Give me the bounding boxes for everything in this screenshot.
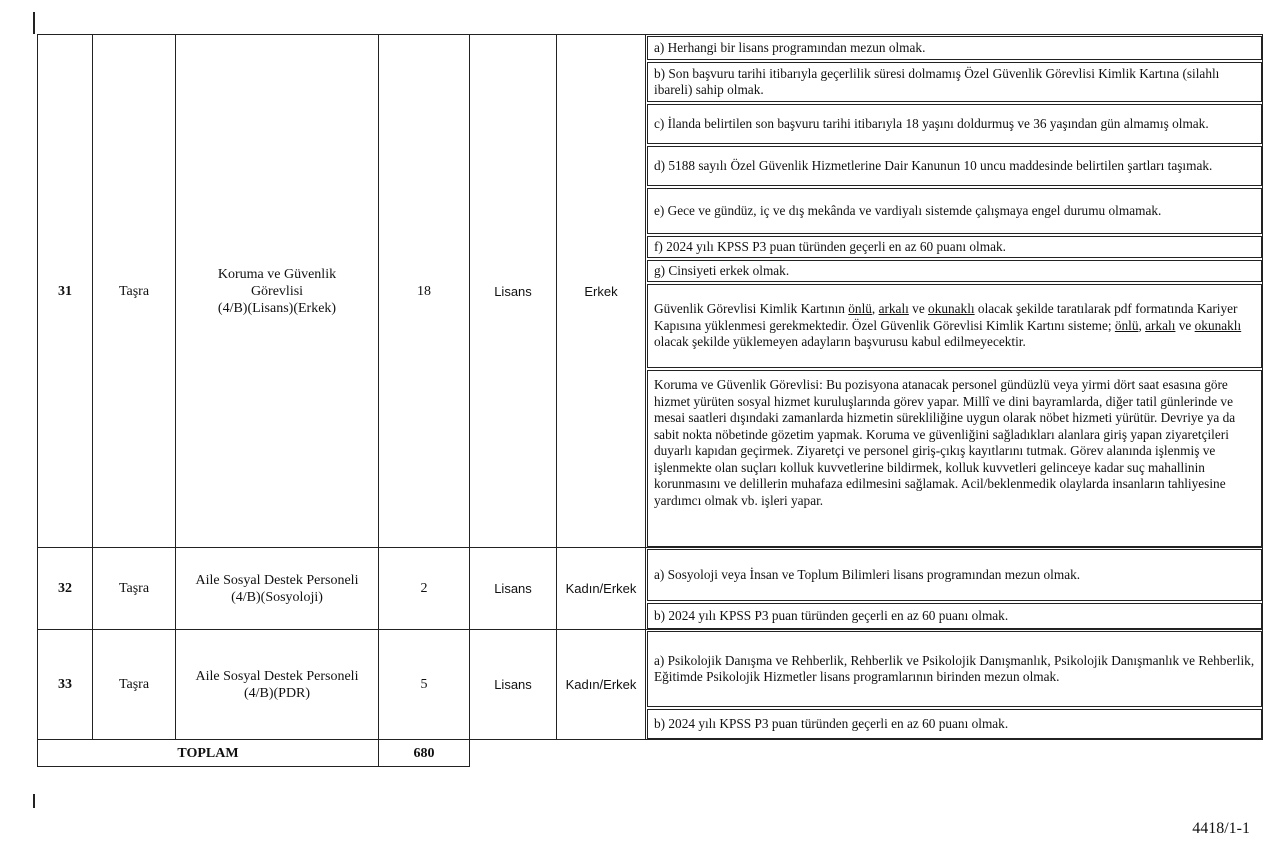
row-position <box>176 548 379 630</box>
requirement-item: a) Herhangi bir lisans programından mezun olmak. <box>647 36 1262 60</box>
requirement-item: b) 2024 yılı KPSS P3 puan türünden geçerli en az 60 puanı olmak. <box>647 709 1262 739</box>
table-row <box>38 630 1263 740</box>
position-line: (4/B)(PDR) <box>243 685 311 701</box>
requirement-item: a) Psikolojik Danışma ve Rehberlik, Rehberlik ve Psikolojik Danışmanlık, Psikolojik Danışmanlık ve Rehberlik, Eğitimde Psikolojik Hizmetler lisans programlarının birinden mezun olmak. <box>647 631 1262 707</box>
row-education: Lisans <box>470 548 557 630</box>
card-upload-note <box>647 284 1262 368</box>
row-number: 31 <box>38 35 93 548</box>
note-text: olacak şekilde yüklemeyen adayların başvurusu kabul edilmeyecektir. <box>654 334 1026 350</box>
row-education: Lisans <box>470 35 557 548</box>
row-position <box>176 35 379 548</box>
row-position <box>176 630 379 740</box>
page-left-rule-bottom <box>33 794 35 808</box>
requirement-item: b) Son başvuru tarihi itibarıyla geçerlilik süresi dolmamış Özel Güvenlik Görevlisi Kimlik Kartına (silahlı ibareli) sahip olmak. <box>647 62 1262 102</box>
position-line: (4/B)(Sosyoloji) <box>231 589 323 605</box>
position-line: Görevlisi <box>250 283 304 299</box>
note-underline: okunaklı <box>928 301 975 317</box>
total-row <box>38 740 1263 767</box>
position-line: Aile Sosyal Destek Personeli <box>195 668 359 684</box>
position-line: (4/B)(Lisans)(Erkek) <box>217 300 337 316</box>
requirement-item: g) Cinsiyeti erkek olmak. <box>647 260 1262 282</box>
row-number: 32 <box>38 548 93 630</box>
total-value: 680 <box>379 740 470 767</box>
note-text: olacak şekilde taratılarak pdf formatında Kariyer Kapısına yüklenmesi gerekmektedir. Özel Güvenlik Görevlisi Kimlik Kartını sisteme; <box>654 301 1238 333</box>
total-label: TOPLAM <box>38 740 379 767</box>
table-row <box>38 548 1263 630</box>
row-count: 5 <box>379 630 470 740</box>
row-count: 18 <box>379 35 470 548</box>
row-gender: Kadın/Erkek <box>557 630 646 740</box>
requirement-item: b) 2024 yılı KPSS P3 puan türünden geçerli en az 60 puanı olmak. <box>647 603 1262 629</box>
note-underline: arkalı <box>878 301 909 317</box>
requirement-item: d) 5188 sayılı Özel Güvenlik Hizmetlerine Dair Kanunun 10 uncu maddesinde belirtilen şartları taşımak. <box>647 146 1262 186</box>
note-text: ve <box>1175 317 1195 333</box>
row-location: Taşra <box>93 35 176 548</box>
page-left-rule-top <box>33 12 35 34</box>
note-text: Güvenlik Görevlisi Kimlik Kartının <box>654 301 849 317</box>
row-requirements <box>646 35 1263 548</box>
position-line: Koruma ve Güvenlik <box>217 266 337 282</box>
row-education: Lisans <box>470 630 557 740</box>
note-underline: okunaklı <box>1194 317 1242 333</box>
note-text: , <box>1138 317 1146 333</box>
row-gender: Erkek <box>557 35 646 548</box>
empty-cell <box>470 740 1263 767</box>
row-gender: Kadın/Erkek <box>557 548 646 630</box>
requirement-item: c) İlanda belirtilen son başvuru tarihi itibarıyla 18 yaşını doldurmuş ve 36 yaşından gün almamış olmak. <box>647 104 1262 144</box>
row-location: Taşra <box>93 630 176 740</box>
requirement-item: e) Gece ve gündüz, iç ve dış mekânda ve vardiyalı sistemde çalışmaya engel durumu olmamak. <box>647 188 1262 234</box>
table-row <box>38 35 1263 548</box>
position-line: Aile Sosyal Destek Personeli <box>195 572 359 588</box>
note-text: ve <box>908 301 929 317</box>
row-requirements <box>646 630 1263 740</box>
requirement-item: a) Sosyoloji veya İnsan ve Toplum Bilimleri lisans programından mezun olmak. <box>647 549 1262 601</box>
job-description: Koruma ve Güvenlik Görevlisi: Bu pozisyona atanacak personel gündüzlü veya yirmi dört saat esasına göre hizmet yürüten sosyal hizmet kuruluşlarında görev yapar. Millî ve dini bayramlarda, diğer tatil günlerinde ve mesai saatleri dışındaki zamanlarda hizmetin sürekliliğine uygun olarak nöbet hizmeti yürütür. Devriye ya da sabit nokta nöbetinde gözetim yapmak. Koruma ve güvenliğini sağladıkları alanlara giriş yapan ziyaretçileri duyarlı kapıdan geçirmek. Ziyaretçi ve personel giriş-çıkış kayıtlarını tutmak. Görev alanında işlenmiş ve işlenmekte olan suçları kolluk kuvvetlerine bildirmek, kolluk kuvvetleri gelinceye kadar suç mahallinin korunmasını ve delillerin muhafaza edilmesini sağlamak. Acil/beklenmedik olaylarda insanların tahliyesine yardımcı olmak vb. işleri yapar. <box>647 370 1262 547</box>
row-location: Taşra <box>93 548 176 630</box>
note-underline: arkalı <box>1145 317 1176 333</box>
note-underline: önlü <box>1114 317 1139 333</box>
note-text: , <box>871 301 879 317</box>
row-number: 33 <box>38 630 93 740</box>
note-underline: önlü <box>848 301 872 317</box>
row-count: 2 <box>379 548 470 630</box>
page-number: 4418/1-1 <box>1192 820 1250 837</box>
row-requirements <box>646 548 1263 630</box>
requirement-item: f) 2024 yılı KPSS P3 puan türünden geçerli en az 60 puanı olmak. <box>647 236 1262 258</box>
positions-table <box>37 34 1263 767</box>
